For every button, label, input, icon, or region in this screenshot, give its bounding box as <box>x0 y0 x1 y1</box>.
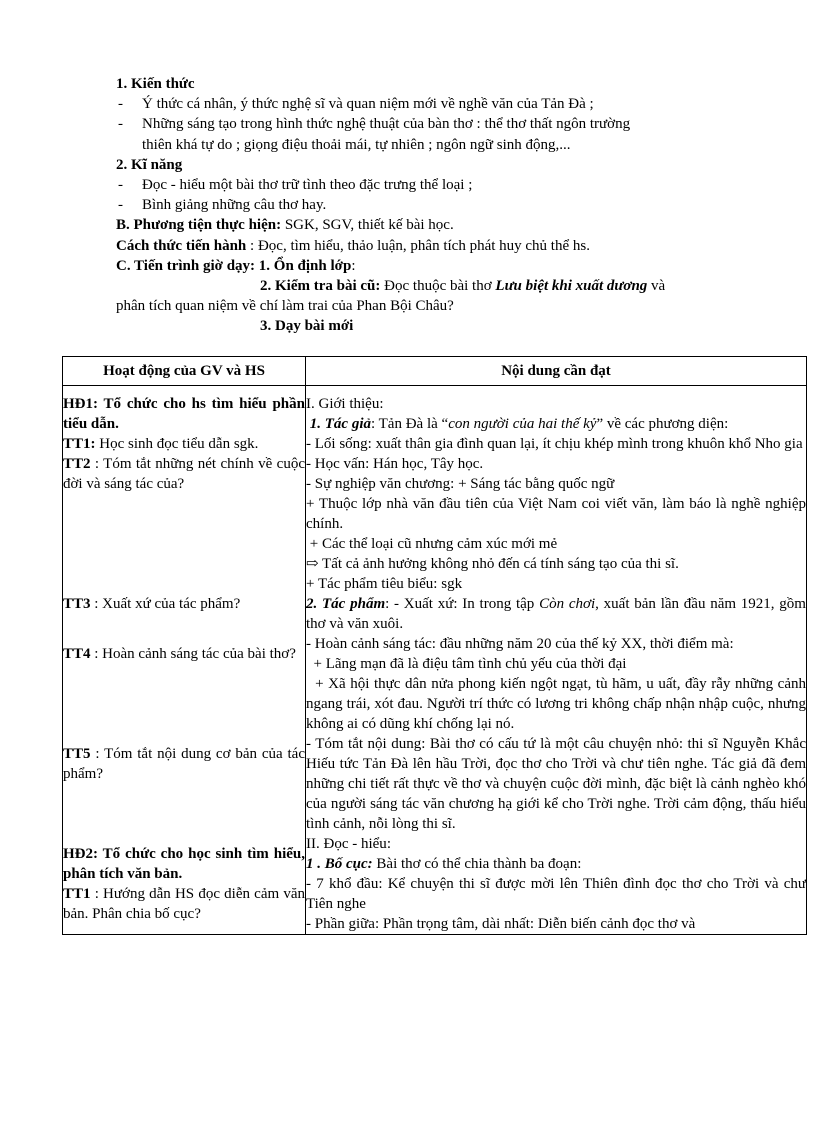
activity-hd2: HĐ2: Tổ chức cho học sinh tìm hiểu, phân tích văn bản. <box>63 846 305 882</box>
step-tt1: TT1: Học sinh đọc tiểu dẫn sgk. <box>63 436 259 452</box>
activity-hd1: HĐ1: Tổ chức cho hs tìm hiểu phần tiểu dẫn. <box>63 396 305 432</box>
section-reading: II. Đọc - hiểu: <box>306 836 391 852</box>
method-line: Cách thức tiến hành : Đọc, tìm hiểu, thảo luận, phân tích phát huy chủ thể hs. <box>116 237 590 254</box>
career-line: - Sự nghiệp văn chương: + Sáng tác bằng quốc ngữ <box>306 476 615 492</box>
lifestyle-line: - Lối sống: xuất thân gia đình quan lại, ít chịu khép mình trong khuôn khổ Nho gia <box>306 436 803 452</box>
context-line: - Hoàn cảnh sáng tác: đầu những năm 20 của thế kỷ XX, thời điểm mà: <box>306 636 734 652</box>
section-knowledge-title: 1. Kiến thức <box>116 76 195 92</box>
step-tt4: TT4 : Hoàn cảnh sáng tác của bài thơ? <box>63 646 296 662</box>
step-tt3: TT3 : Xuất xứ của tác phẩm? <box>63 596 241 612</box>
new-lesson-title: 3. Dạy bài mới <box>260 318 354 335</box>
section-introduction: I. Giới thiệu: <box>306 396 384 412</box>
influence-conclusion: ⇨ Tất cả ảnh hưởng không nhỏ đến cá tính sáng tạo của thi sĩ. <box>306 556 679 572</box>
step-tt5: TT5 : Tóm tắt nội dung cơ bản của tác phẩm? <box>63 746 305 782</box>
work-paragraph: 2. Tác phẩm: - Xuất xứ: In trong tập Còn chơi, xuất bản lần đầu năm 1921, gồm thơ và văn xuôi. <box>306 596 806 632</box>
author-paragraph: 1. Tác giả: Tản Đà là “con người của hai thế kỷ” về các phương diện: <box>309 416 729 432</box>
knowledge-item-continued: thiên khá tự do ; giọng điệu thoải mái, tự nhiên ; ngôn ngữ sinh động,... <box>142 136 571 153</box>
lesson-table <box>62 356 810 935</box>
part-2-line: - Phần giữa: Phần trọng tâm, dài nhất: Diễn biến cảnh đọc thơ và <box>306 916 696 932</box>
column-header-activities: Hoạt động của GV và HS <box>63 357 306 386</box>
summary-paragraph: - Tóm tắt nội dung: Bài thơ có cấu tứ là một câu chuyện nhỏ: thi sĩ Nguyễn Khắc Hiếu tức Tản Đà lên hầu Trời, đọc thơ cho Trời và chư tiên nghe. Tác giả đã đem những chi tiết rất thực về thơ và chuyện cuộc đời mình, đặc biệt là cảnh nghèo khó của người sáng tác văn chương hạ giới kể cho Trời nghe. Trời cảm động, thấu hiểu tình cảnh, nỗi lòng thi sĩ. <box>306 736 806 832</box>
review-line: 2. Kiểm tra bài cũ: Đọc thuộc bài thơ Lưu biệt khi xuất dương và <box>260 278 666 295</box>
section-skills-title: 2. Kĩ năng <box>116 156 183 173</box>
context-point-2: + Xã hội thực dân nửa phong kiến ngột ngạt, tù hãm, u uất, đầy rẫy những cảnh ngang trái, xót đau. Người trí thức có lương tri không chấp nhận nhập cuộc, nhưng không ai có dũng khí chống lại nó. <box>306 676 810 732</box>
knowledge-item: - Những sáng tạo trong hình thức nghệ thuật của bàn thơ : thể thơ thất ngôn trường <box>118 116 631 133</box>
skill-item: - Bình giảng những câu thơ hay. <box>118 197 327 214</box>
activities-cell <box>63 394 306 935</box>
lesson-intro <box>116 74 766 337</box>
table-row <box>63 394 807 935</box>
procedure-line: C. Tiến trình giờ dạy: 1. Ổn định lớp: <box>116 257 356 274</box>
step-tt2: TT2 : Tóm tắt những nét chính về cuộc đời và sáng tác của? <box>63 456 305 492</box>
spacer-row <box>63 386 807 395</box>
column-header-content: Nội dung cần đạt <box>306 357 807 386</box>
materials-line: B. Phương tiện thực hiện: SGK, SGV, thiết kế bài học. <box>116 217 454 234</box>
pioneer-line: + Thuộc lớp nhà văn đầu tiên của Việt Nam coi viết văn, làm báo là nghề nghiệp chính. <box>306 496 806 532</box>
context-point-1: + Lãng mạn đã là điệu tâm tình chủ yếu của thời đại <box>306 656 627 672</box>
representative-works-line: + Tác phẩm tiêu biểu: sgk <box>306 576 463 592</box>
part-1-line: - 7 khổ đầu: Kể chuyện thi sĩ được mời lên Thiên đình đọc thơ cho Trời và chư Tiên nghe <box>306 876 806 912</box>
content-cell <box>306 394 810 935</box>
education-line: - Học vấn: Hán học, Tây học. <box>306 456 484 472</box>
knowledge-item: - Ý thức cá nhân, ý thức nghệ sĩ và quan niệm mới về nghề văn của Tản Đà ; <box>118 96 594 113</box>
skill-item: - Đọc - hiểu một bài thơ trữ tình theo đặc trưng thể loại ; <box>118 177 473 194</box>
genre-line: + Các thể loại cũ nhưng cảm xúc mới mẻ <box>306 536 558 552</box>
structure-line: 1 . Bố cục: Bài thơ có thể chia thành ba đoạn: <box>306 856 582 872</box>
review-line-continued: phân tích quan niệm về chí làm trai của Phan Bội Châu? <box>116 298 454 315</box>
step-tt1-reading: TT1 : Hướng dẫn HS đọc diễn cảm văn bản. Phân chia bố cục? <box>63 886 305 922</box>
